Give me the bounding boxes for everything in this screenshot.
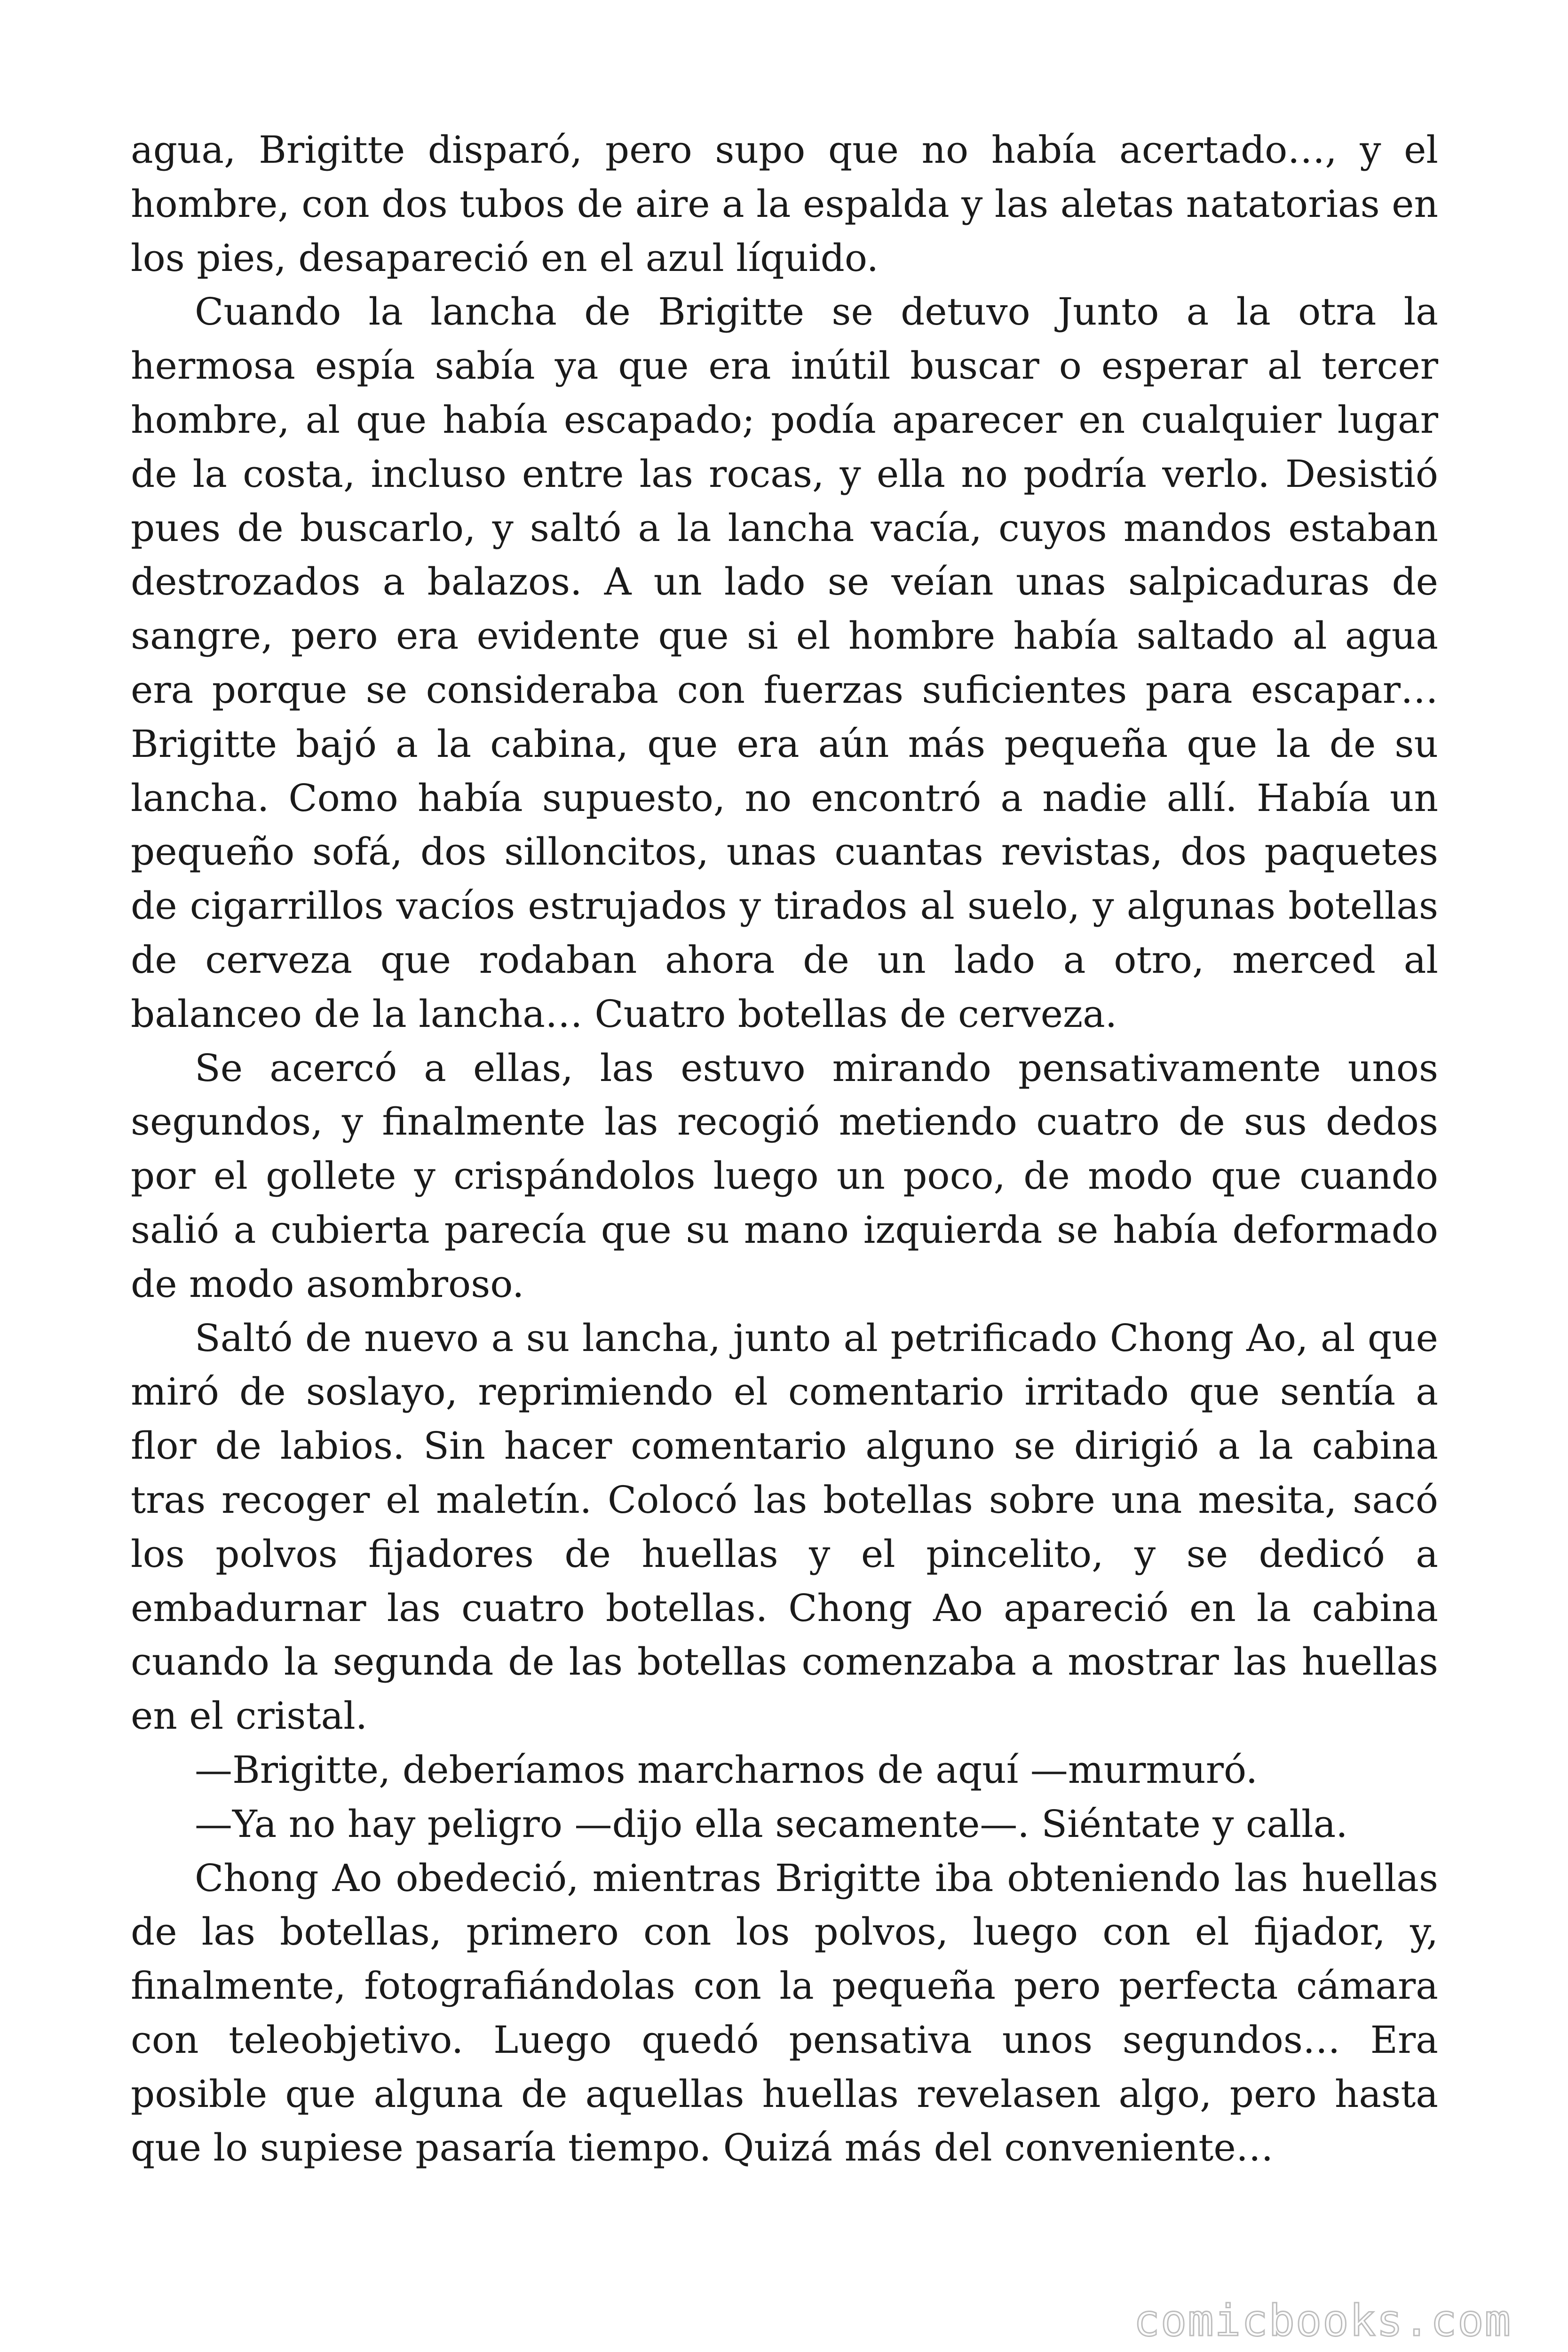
dialogue-line-1: —Brigitte, deberíamos marcharnos de aquí —murmuró.: [195, 1748, 1258, 1792]
dialogue-line-2: —Ya no hay peligro —dijo ella secamente—. Siéntate y calla.: [195, 1802, 1348, 1846]
paragraph-5: Chong Ao obedeció, mientras Brigitte iba obteniendo las huellas de las botellas, primero con los polvos, luego con el fijador, y, finalmente, fotografiándolas con la pequeña pero perfecta cámara con teleobjetivo. Luego quedó pensativa unos segundos… Era posible que alguna de aquellas huellas revelasen algo, pero hasta que lo supiese pasaría tiempo. Quizá más del conveniente…: [131, 1856, 1438, 2170]
watermark: comicbooks.com: [1133, 2296, 1512, 2346]
paragraph-4: Saltó de nuevo a su lancha, junto al petrificado Chong Ao, al que miró de soslayo, reprimiendo el comentario irritado que sentía a flor de labios. Sin hacer comentario alguno se dirigió a la cabina tras recoger el maletín. Colocó las botellas sobre una mesita, sacó los polvos fijadores de huellas y el pincelito, y se dedicó a embadurnar las cuatro botellas. Chong Ao apareció en la cabina cuando la segunda de las botellas comenzaba a mostrar las huellas en el cristal.: [131, 1316, 1438, 1738]
paragraph-2: Cuando la lancha de Brigitte se detuvo Junto a la otra la hermosa espía sabía ya que era inútil buscar o esperar al tercer hombre, al que había escapado; podía aparecer en cualquier lugar de la costa, incluso entre las rocas, y ella no podría verlo. Desistió pues de buscarlo, y saltó a la lancha vacía, cuyos mandos estaban destrozados a balazos. A un lado se veían unas salpicaduras de sangre, pero era evidente que si el hombre había saltado al agua era porque se consideraba con fuerzas suficientes para escapar… Brigitte bajó a la cabina, que era aún más pequeña que la de su lancha. Como había supuesto, no encontró a nadie allí. Había un pequeño sofá, dos silloncitos, unas cuantas revistas, dos paquetes de cigarrillos vacíos estrujados y tirados al suelo, y algunas botellas de cerveza que rodaban ahora de un lado a otro, merced al balanceo de la lancha… Cuatro botellas de cerveza.: [131, 290, 1438, 1036]
body-text: [131, 123, 1438, 2175]
paragraph-3: Se acercó a ellas, las estuvo mirando pensativamente unos segundos, y finalmente las recogió metiendo cuatro de sus dedos por el gollete y crispándolos luego un poco, de modo que cuando salió a cubierta parecía que su mano izquierda se había deformado de modo asombroso.: [131, 1046, 1438, 1306]
paragraph-1: agua, Brigitte disparó, pero supo que no había acertado…, y el hombre, con dos tubos de aire a la espalda y las aletas natatorias en los pies, desapareció en el azul líquido.: [131, 128, 1438, 280]
